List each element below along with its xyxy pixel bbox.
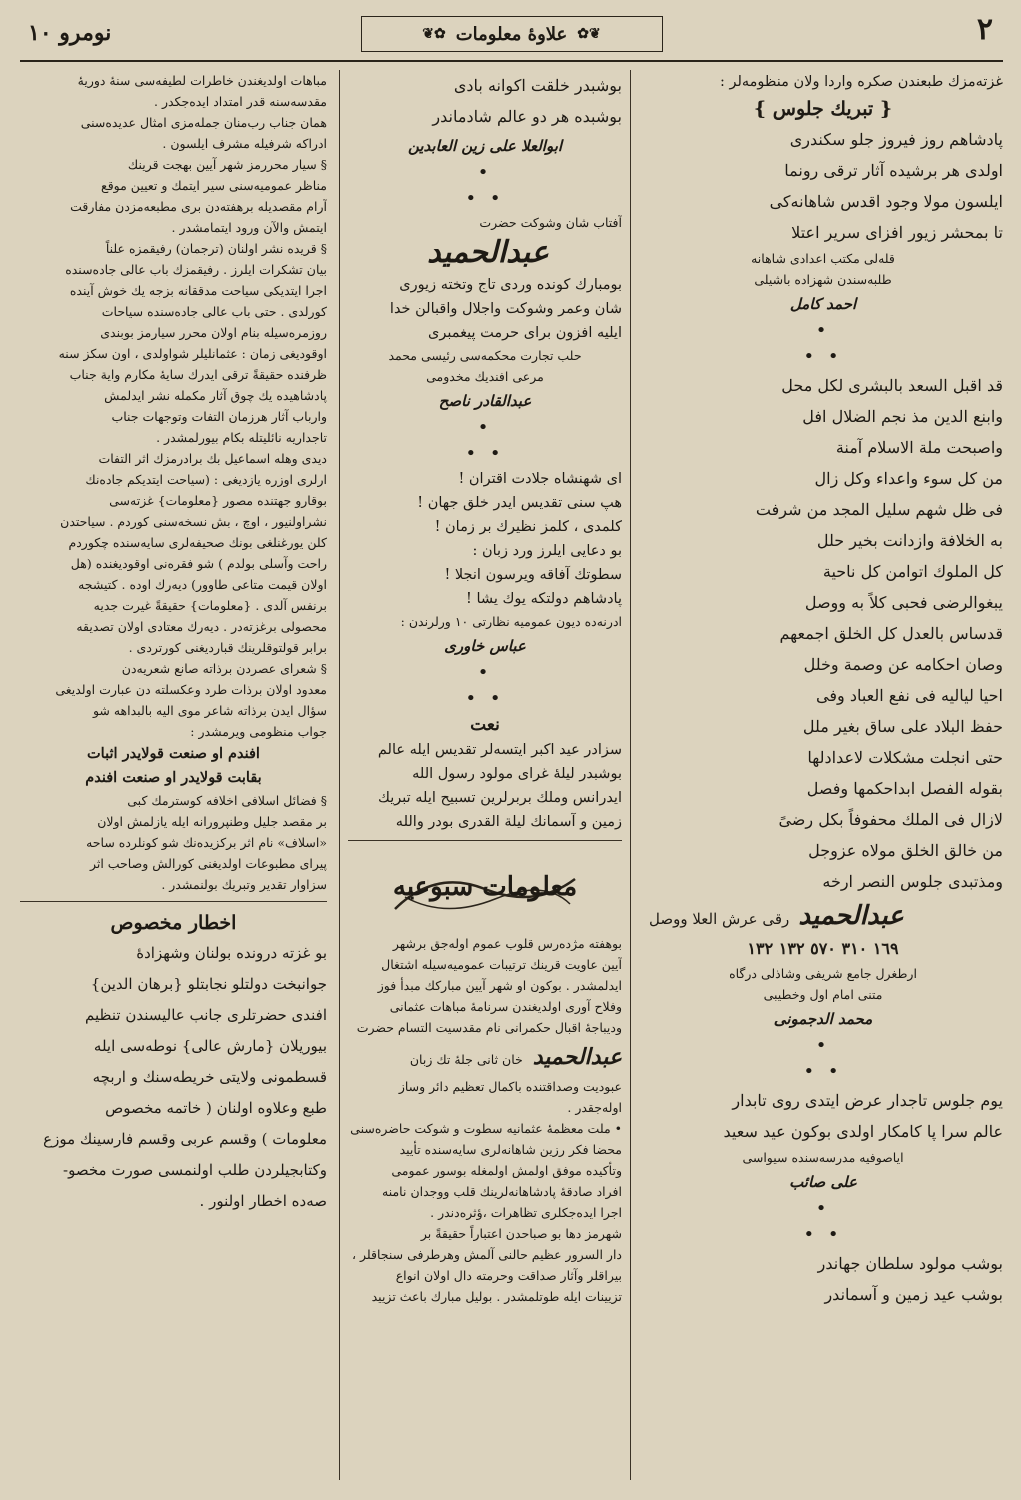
poem-heading: { تبريك جلوس } (753, 98, 893, 120)
news-line: اوله‌جقدر . (567, 1100, 622, 1115)
signature: محمد الدجمونى (773, 1010, 873, 1028)
weekly-news-masthead (348, 847, 622, 927)
news-line: تزيينات ايله طوتلمشدر . بوليل مبارك باعث تزييد (371, 1289, 622, 1304)
poem-line: بومبارك كونده وردى تاج وتخته زيورى (399, 277, 622, 293)
poem-line: كلمدى ، كلمز نظيرك بر زمان ! (434, 519, 622, 535)
news-line: «اسلاف» نام اثر بركزيده‌نك شو كونلرده ساحه (86, 835, 327, 850)
calligraphy-ornament (385, 849, 585, 925)
news-line: تاجداريه نائليتله بكام بيورلمشدر . (156, 430, 327, 445)
poem-line: حفظ البلاد على ساق بغير ملل (802, 717, 1003, 736)
news-line: پيراى مطبوعات اولديغنى كورالش وصاحب اثر (89, 856, 327, 871)
news-line: مقدسه‌سنه قدر امتداد ايده‌جكدر . (154, 94, 327, 109)
byline: ارطغرل جامع شريفى وشاذلى درگاه (729, 966, 917, 981)
poem-line: سطوتك آفاقه ويرسون انجلا ! (444, 567, 622, 583)
ornament-icon: ❦✿ (422, 26, 446, 42)
sultan-name: عبدالحميد (427, 235, 549, 270)
news-line: كلن يورغنلغى بونك صحيفه‌لرى سايه‌سنده چكوردم (68, 535, 327, 550)
arabic-poem (643, 370, 1003, 897)
news-line: بيراقلر وآثار صداقت وحرمته دال اولان انواع (395, 1268, 622, 1283)
news-line: ادراكه شرفيله مشرف ايلسون . (162, 136, 327, 151)
masthead-title: علاوهٔ معلومات (455, 23, 568, 45)
notice-line: صه‌ده اخطار اولنور . (199, 1192, 327, 1210)
page-number: ٢ (976, 12, 993, 47)
news-line: محصولى برغزته‌در . ديه‌رك معتادى اولان تصديقه (76, 619, 327, 634)
notice-line: طبع وعلاوه اولنان ( خاتمه مخصوص (105, 1099, 327, 1117)
separator-dots: • • • (465, 662, 505, 709)
poem-line: وابنع الدين مذ نجم الضلال افل (802, 407, 1003, 426)
poem-line: بوشبده هر دو عالم شادماندر (432, 107, 622, 126)
poem-line: زمين و آسمانك ليلة القدرى بودر والله (395, 814, 622, 830)
news-line: سزاوار تقدير وتبريك بولنمشدر . (161, 877, 327, 892)
byline: حلب تجارت محكمه‌سى رئيسى محمد (388, 348, 582, 363)
news-line: ديدى وهله اسماعيل بك برادرمزك اثر التفات (98, 451, 327, 466)
notice-line: معلومات ) وقسم عربى وقسم فارسينك موزع (43, 1130, 327, 1148)
poem-line: سزادر عيد اكبر ايتسه‌لر تقديس ايله عالم (377, 742, 622, 758)
news-line: بوقارو جهتنده مصور {معلومات} غزته‌سى (109, 493, 327, 508)
news-line: ايدلمشدر . بوكون او شهر آيين مباركك مبدأ فوز (377, 978, 622, 993)
news-line: § شعراى عصردن برذاته صانع شعريه‌دن (121, 661, 327, 676)
byline: ادرنه‌ده ديون عموميه نظارتى ١٠ ورلرندن : (400, 614, 622, 629)
poem-line: يوم جلوس تاجدار عرض ايتدى روى تابدار (732, 1091, 1003, 1110)
poem-line: ايليه افزون براى حرمت پيغمبرى (428, 325, 622, 341)
news-line: راحت وآسلى بولدم ) شو فقره‌نى اوقوديغنده (هل (70, 556, 327, 571)
poem-block (643, 124, 1003, 248)
poem-line: واصبحت ملة الاسلام آمنة (835, 438, 1003, 457)
separator-dots: • • • (803, 320, 843, 367)
naat-heading: نعت (470, 715, 500, 735)
news-line: ظرفنده حقيقةً ترقى ايدرك سايهٔ مكارم واية جناب (69, 367, 327, 382)
notice-line: افندى حضرتلرى جانب عاليسندن تنظيم (85, 1006, 327, 1024)
news-line: دار السرور عظيم حالنى آلمش وهرطرفى سنجاقلر ، (351, 1247, 622, 1262)
poem-line: بوشبدر خلقت اكوانه بادى (453, 76, 622, 95)
separator-dots: • • • (803, 1198, 843, 1245)
news-line: كورلدى . حتى باب عالى جاده‌سنده سياحات (101, 304, 327, 319)
section-title: معلومات سبوعيه (392, 872, 578, 902)
chronogram-tail: رقى عرش العلا ووصل (649, 910, 790, 928)
news-line: § قريده نشر اولنان (ترجمان) رفيقمزه علناً (105, 241, 327, 256)
byline: اياصوفيه مدرسه‌سنده سيواسى (742, 1150, 904, 1165)
poem-line: شان وعمر وشوكت واجلال واقبالن خدا (389, 301, 622, 317)
column-left (20, 70, 327, 1480)
news-text: خان ثانى جلهٔ تك زبان (409, 1052, 523, 1067)
news-line: اولان قيمت متاعى طاوور) ديه‌رك اوده . كتيشجه (78, 577, 327, 592)
chronogram-name: عبدالحميد (798, 901, 904, 931)
poem-line: لازال فى الملك محفوفاً بكل رضىً (778, 810, 1003, 829)
poem-line: بوشب عيد زمين و آسماندر (824, 1285, 1003, 1304)
poem-line: ايلسون مولا وجود اقدس شاهانه‌كى (769, 192, 1003, 211)
signature: عباس خاورى (444, 637, 526, 655)
poem-line: ايدرانس وملك بربرلرين تسبيح ايله تبريك (377, 790, 622, 806)
news-line: برابر قولتوقلرينك قبارديغنى كورتردى . (128, 640, 327, 655)
poem-line: اى شهنشاه جلادت اقتران ! (458, 471, 622, 487)
intro-line: غزته‌مزك طبعندن صکره واردا ولان منظومه‌لر : (719, 74, 1003, 90)
news-line: وارباب آثار هرزمان التفات وتوجهات جناب (111, 409, 327, 424)
notice-line: بيوريلان {مارش عالى} نوطه‌سى ايله (93, 1037, 327, 1055)
news-line: آيين عاويت قرينك ترتيبات عموميه‌سيله اشتغال (381, 957, 622, 972)
poem-line: اولدى هر برشيده آثار ترقى رونما (784, 161, 1003, 180)
byline: طلبه‌سندن شهزاده باشيلى (754, 272, 892, 287)
byline: مرعى افنديك مخدومى (426, 369, 544, 384)
poem-line: بقوله الفصل ابداحكمها وفصل (806, 779, 1003, 798)
sultan-name: عبدالحميد (532, 1044, 622, 1070)
signature: احمد كامل (789, 295, 857, 313)
news-line (348, 1038, 622, 1076)
news-line: ارلرى اوزره يازديغى : (سياحت ايتديكم جاده‌نك (85, 472, 327, 487)
poem-line: به الخلافة وازدانت بخير حلل (816, 531, 1003, 550)
poem-line: بوشب مولود سلطان جهاندر (817, 1254, 1003, 1273)
signature: عبدالقادر ناصح (438, 392, 532, 410)
masthead-title-box (361, 16, 663, 52)
chronogram-line (643, 897, 1003, 935)
news-line: شهرمز دها بو صباحدن اعتباراً حقيقةً بر (420, 1226, 622, 1241)
news-line: آرام مقصديله برهفته‌دن برى مطبعه‌مزدن مفارقت (70, 199, 327, 214)
notice-line: وكتابجيلردن طلب اولنمسى صورت مخصو- (63, 1161, 327, 1179)
poem-line: بوشبدر ليلهٔ غراى مولود رسول الله (412, 766, 622, 782)
notice-heading: اخطار مخصوص (110, 912, 237, 934)
poem-line: ومذتبدى جلوس النصر ارخه (822, 872, 1003, 891)
news-line: § سيار محررمز شهر آيين بهجت قرينك (127, 157, 327, 172)
poem-line: حتى انجلت مشكلات لاعدادلها (807, 748, 1003, 767)
news-line: وفلاح آورى اولديغندن سرنامهٔ مباهات عثمانى (389, 999, 622, 1014)
news-line: بوهفته مژده‌رس قلوب عموم اوله‌جق برشهر (392, 936, 622, 951)
poem-line: يبغوالرضى فحبى كلاً به ووصل (804, 593, 1003, 612)
poem-line: وصان احكامه عن وصمة وخلل (803, 655, 1003, 674)
poem-line: فى ظل شهم سليل المجد من شرفت (755, 500, 1003, 519)
news-line: جواب منظومى ويرمشدر : (190, 724, 327, 739)
signature: على صائب (789, 1173, 857, 1191)
news-line: بر مقصد جليل وطنپرورانه ايله يازلمش اولان (97, 814, 327, 829)
ornament-icon: ✿❦ (577, 26, 601, 42)
news-line: پادشاهيده يك چوق آثار مكمله نشر ايدلمش (104, 388, 327, 403)
news-line: معدود اولان برذات طرد وعكسلته دن عبارت اولديغى (55, 682, 327, 697)
section-divider (20, 901, 327, 902)
poem-line: پادشاهم دولتكه يوك يشا ! (466, 591, 622, 607)
separator-dots: • • • (465, 162, 505, 209)
news-line: محضا فكر رزين شاهانه‌لرى سايه‌سنده تأييد (399, 1142, 622, 1157)
notice-line: جوانبخت دولتلو نجابتلو {برهان الدين} (90, 975, 327, 993)
poem-line: پادشاهم روز فيروز جلو سكندرى (789, 130, 1003, 149)
news-line: وتأكيده موفق اولمش اولمغله بوسور عمومى (391, 1163, 622, 1178)
news-line: عبوديت وصداقتنده باكمال تعظيم دائر وساز (398, 1079, 622, 1094)
news-line: برنفس آلدى . {معلومات} حقيقةً غيرت جديه (93, 598, 327, 613)
news-line: نشراولنيور ، اوچ ، بش نسخه‌سنى كوردم . سياحتدن (60, 514, 327, 529)
news-line: § فضائل اسلافى اخلافه كوسترمك كبى (127, 793, 327, 808)
column-middle (339, 70, 631, 1480)
poem-line: احيا لياليه فى نفع العباد وفى (816, 686, 1003, 705)
issue-number: نومرو ١٠ (28, 20, 112, 46)
news-line: اجرا ايده‌جكلرى تظاهرات ،ؤثره‌دندر . (430, 1205, 622, 1220)
column-right (643, 70, 1003, 1480)
poem-line: قدساس بالعدل كل الخلق اجمعهم (779, 624, 1003, 643)
news-line: ايتمش والآن ورود ايتمامشدر . (171, 220, 327, 235)
separator-dots: • • • (803, 1035, 843, 1082)
notice-line: قسطمونى ولايتى خريطه‌سنك و اربچه (92, 1068, 327, 1086)
verse-line: افندم او صنعت قولايدر اثبات (87, 745, 260, 762)
news-line: اوقوديغى زمان : عثمانليلر شواولدى ، اون سكز سنه (58, 346, 327, 361)
masthead (20, 12, 1003, 62)
poem-line: بو دعايى ايلرز ورد زبان : (472, 543, 622, 559)
poem-line: عالم سرا پا كامكار اولدى بوكون عيد سعيد (723, 1122, 1003, 1141)
signature: ابوالعلا على زين العابدين (407, 137, 563, 155)
verse-line: بقابت قولايدر او صنعت افندم (85, 769, 262, 786)
news-line: • ملت معظمهٔ عثمانيه سطوت و شوكت حاضره‌سنى (350, 1121, 622, 1136)
poem-line: كل الملوك اتوامن كل ناحية (822, 562, 1003, 581)
byline: متنى امام اول وخطيبى (763, 987, 883, 1002)
poem-line: من خالق الخلق مولاه عزوجل (808, 841, 1003, 860)
news-line: افراد صادقهٔ پادشاهانه‌لرينك قلب ووجدان نامنه (382, 1184, 622, 1199)
poem-line: آفتاب شان وشوكت حضرت (479, 215, 622, 230)
section-divider (348, 840, 622, 841)
news-line: مناظر عموميه‌سنى سير ايتمك و تعيين موقع (101, 178, 327, 193)
news-line: مباهات اولديغندن خاطرات لطيفه‌سى سنهٔ دوريهٔ (77, 73, 327, 88)
notice-line: بو غزته درونده بولنان وشهزادهٔ (136, 944, 327, 962)
news-line: بيان تشكرات ايلرز . رفيقمزك باب عالى جاده‌سنده (65, 262, 327, 277)
byline: قله‌لى مكتب اعدادى شاهانه (751, 251, 895, 266)
news-line: وديباجهٔ اقبال حكمرانى نام مقدسيت التسام حضرت (356, 1020, 622, 1035)
poem-line: من كل سوء واعداء وكل زال (814, 469, 1003, 488)
separator-dots: • • • (465, 417, 505, 464)
poem-line: هپ سنى تقديس ايدر خلق جهان ! (417, 495, 622, 511)
poem-line: تا بمحشر زيور افزاى سرير اعتلا (791, 223, 1003, 242)
poem-line: قد اقبل السعد بالبشرى لكل محل (781, 376, 1003, 395)
chronogram-numbers: ١٦٩ ٣١٠ ٥٧٠ ١٣٢ ١٣٢ (747, 939, 899, 958)
news-line: همان جناب رب‌منان جمله‌مزى امثال عديده‌سنى (80, 115, 327, 130)
news-line: روزمره‌سيله بنام اولان محرر سيارمز بوبندى (100, 325, 327, 340)
news-line: سؤال ايدن برذاته شاعر موى اليه بالبداهه شو (92, 703, 327, 718)
news-line: اجرا ايتديكى سياحت مدققانه بزجه يك خوش آينده (69, 283, 327, 298)
